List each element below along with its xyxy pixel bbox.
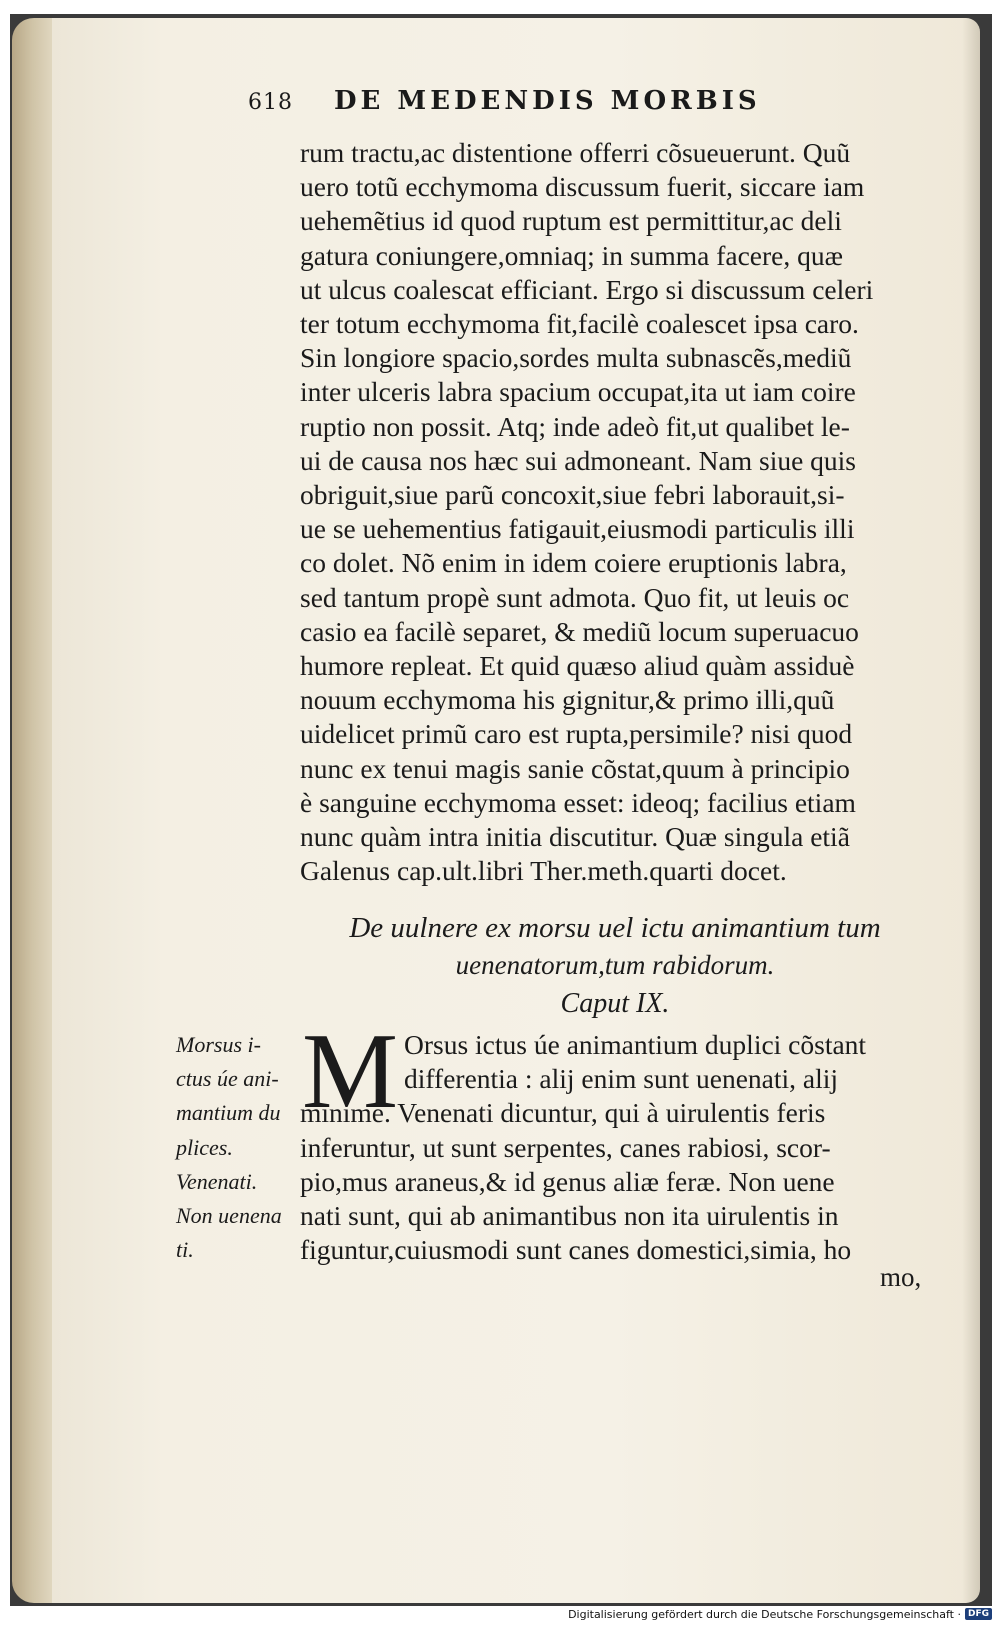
catchword: mo, (880, 1262, 922, 1292)
text-line: humore repleat. Et quid quæso aliud quàm assiduè (300, 650, 855, 682)
text-line: ui de causa nos hæc sui admoneant. Nam siue quis (300, 444, 857, 476)
text-line: gatura coniungere,omniaq; in summa facere, quæ (300, 239, 843, 271)
text-line: nati sunt, qui ab animantibus non ita uirulentis in (300, 1200, 839, 1232)
margin-note-line: Non uenena (176, 1203, 282, 1229)
margin-note-line: Morsus i- (176, 1032, 261, 1057)
margin-note-line: mantium du (176, 1100, 281, 1126)
text-line: nunc ex tenui magis sanie cõstat,quum à principio (300, 752, 850, 784)
page-shadow (962, 18, 980, 1603)
text-line: ue se uehementius fatigauit,eiusmodi particulis illi (300, 513, 855, 545)
text-line: Sin longiore spacio,sordes multa subnascẽs,mediũ (300, 342, 852, 374)
text-line: inter ulceris labra spacium occupat,ita ut iam coire (300, 376, 856, 408)
text-line: casio ea facilè separet, & mediũ locum superuacuo (300, 615, 859, 647)
text-line: nunc quàm intra initia discutitur. Quæ singula etiã (300, 821, 850, 853)
text-line: Orsus ictus úe animantium duplici cõstant (404, 1029, 867, 1060)
section-text (300, 1028, 932, 1267)
page-number: 618 (248, 90, 293, 115)
running-title: DE MEDENDIS MORBIS (334, 86, 761, 116)
margin-note-line: plices. (176, 1134, 233, 1160)
text-line: obriguit,siue parũ concoxit,siue febri laborauit,si- (300, 479, 845, 511)
text-line: uidelicet primũ caro est rupta,persimile? nisi quod (300, 718, 853, 750)
text-line: differentia : alij enim sunt uenenati, alij (404, 1063, 839, 1095)
text-line: ruptio non possit. Atq; inde adeò fit,ut qualibet le- (300, 410, 850, 442)
body-text (300, 136, 932, 888)
chapter-label: Caput IX. (560, 988, 670, 1019)
text-line: nouum ecchymoma his gignitur,& primo illi,quũ (300, 684, 835, 716)
text-line: pio,mus araneus,& id genus aliæ feræ. Non uene (300, 1165, 835, 1197)
margin-note-line: ti. (176, 1237, 194, 1263)
section-heading-continued: uenenatorum,tum rabidorum. (455, 950, 775, 980)
text-line: Galenus cap.ult.libri Ther.meth.quarti docet. (300, 855, 787, 887)
margin-note-line: Venenati. (176, 1168, 258, 1194)
section-heading: De uulnere ex morsu uel ictu animantium tum (349, 912, 881, 944)
text-line: ter totum ecchymoma fit,facilè coalescet ipsa caro. (300, 308, 859, 340)
text-line: co dolet. Nõ enim in idem coiere eruptionis labra, (300, 547, 847, 579)
text-line: sed tantum propè sunt admota. Quo fit, ut leuis oc (300, 581, 850, 613)
margin-note-line: ctus úe ani- (176, 1066, 279, 1092)
text-line: minimè. Venenati dicuntur, qui à uirulentis feris (300, 1097, 826, 1129)
funding-note: Digitalisierung gefördert durch die Deutsche Forschungsgemeinschaft · (568, 1607, 961, 1621)
margin-notes (176, 1028, 302, 1267)
text-line: uero totũ ecchymoma discussum fuerit, siccare iam (300, 171, 865, 203)
dfg-logo-icon: DFG (965, 1608, 992, 1620)
text-line: inferuntur, ut sunt serpentes, canes rabiosi, scor- (300, 1131, 831, 1163)
footer (568, 1605, 992, 1623)
running-header (248, 86, 868, 132)
page-edge (12, 18, 56, 1603)
text-line: rum tractu,ac distentione offerri cõsueuerunt. Quũ (300, 137, 851, 168)
text-line: è sanguine ecchymoma esset: ideoq; facilius etiam (300, 786, 856, 818)
text-line: ut ulcus coalescat efficiant. Ergo si discussum celeri (300, 273, 874, 305)
text-line: figuntur,cuiusmodi sunt canes domestici,simia, ho (300, 1234, 852, 1266)
drop-cap: M (301, 1012, 399, 1131)
text-line: uehemẽtius id quod ruptum est permittitur,ac deli (300, 205, 842, 237)
